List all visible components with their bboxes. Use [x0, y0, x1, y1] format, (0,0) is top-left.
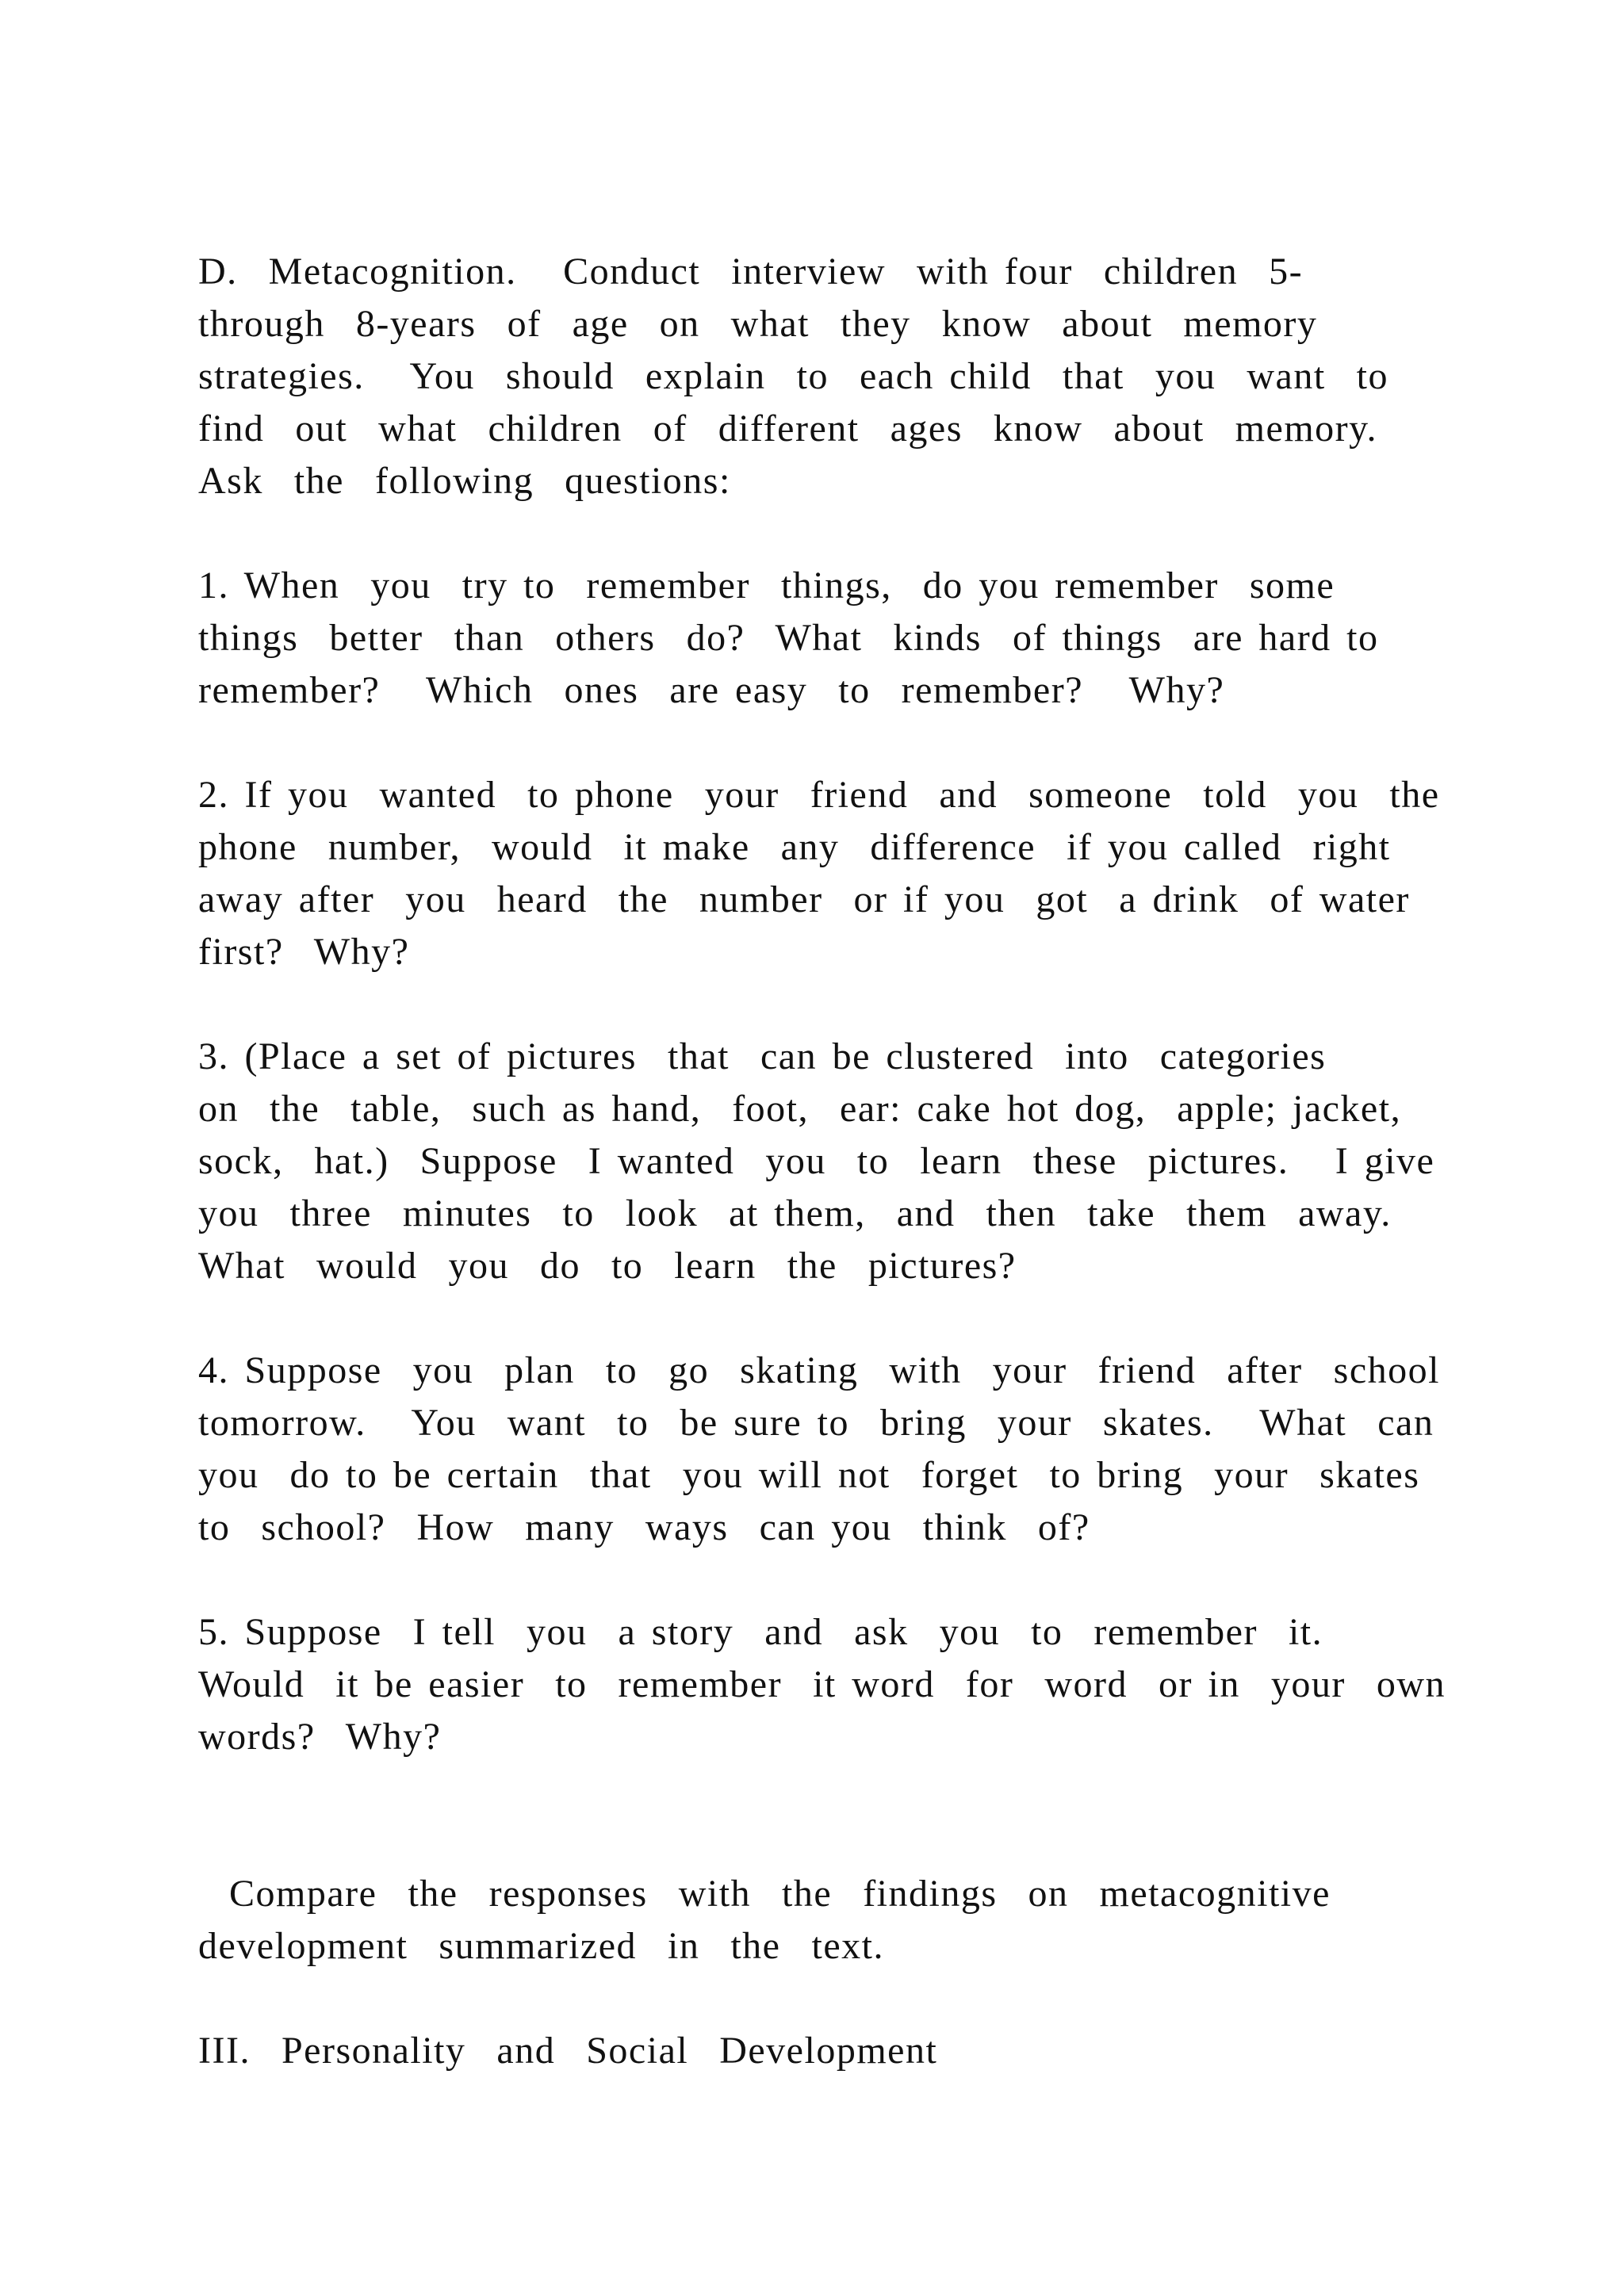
section-heading — [198, 2025, 1507, 2077]
text-line: sock, hat.) Suppose I wanted you to learn these pictures. I give — [198, 1140, 1435, 1182]
text-line: 4. Suppose you plan to go skating with your friend after school — [198, 1349, 1440, 1391]
text-line: D. Metacognition. Conduct interview with four children 5- — [198, 251, 1304, 293]
document-page — [198, 246, 1507, 2130]
text-line: find out what children of different ages know about memory. — [198, 408, 1378, 450]
text-line: you three minutes to look at them, and then take them away. — [198, 1192, 1392, 1234]
intro-paragraph — [198, 246, 1507, 507]
question-1 — [198, 560, 1507, 717]
text-line: through 8-years of age on what they know about memory — [198, 303, 1318, 345]
question-3 — [198, 1031, 1507, 1292]
section-heading-text: III. Personality and Social Development — [198, 2030, 938, 2072]
text-line: things better than others do? What kinds of things are hard to — [198, 617, 1379, 659]
text-line: words? Why? — [198, 1716, 442, 1758]
closing-paragraph — [198, 1868, 1507, 1973]
text-line: Ask the following questions: — [198, 460, 731, 502]
text-line: you do to be certain that you will not forget to bring your skates — [198, 1454, 1420, 1496]
question-5 — [198, 1606, 1507, 1763]
text-line: phone number, would it make any difference if you called right — [198, 826, 1391, 868]
question-2 — [198, 769, 1507, 978]
text-line: on the table, such as hand, foot, ear: cake hot dog, apple; jacket, — [198, 1088, 1402, 1130]
question-4 — [198, 1345, 1507, 1554]
text-line: 5. Suppose I tell you a story and ask you to remember it. — [198, 1611, 1323, 1653]
text-line: 1. When you try to remember things, do you remember some — [198, 564, 1335, 607]
text-line: strategies. You should explain to each child that you want to — [198, 355, 1388, 397]
text-line: development summarized in the text. — [198, 1925, 884, 1967]
text-line: first? Why? — [198, 931, 410, 973]
text-line: 2. If you wanted to phone your friend and someone told you the — [198, 774, 1440, 816]
text-line: to school? How many ways can you think of? — [198, 1506, 1090, 1548]
text-line: Compare the responses with the findings on metacognitive — [198, 1873, 1331, 1915]
text-line: remember? Which ones are easy to remember? Why? — [198, 669, 1225, 711]
text-line: Would it be easier to remember it word for word or in your own — [198, 1663, 1446, 1705]
text-line: What would you do to learn the pictures? — [198, 1245, 1017, 1287]
text-line: 3. (Place a set of pictures that can be clustered into categories — [198, 1035, 1327, 1077]
text-line: tomorrow. You want to be sure to bring your skates. What can — [198, 1402, 1434, 1444]
text-line: away after you heard the number or if you got a drink of water — [198, 878, 1410, 920]
